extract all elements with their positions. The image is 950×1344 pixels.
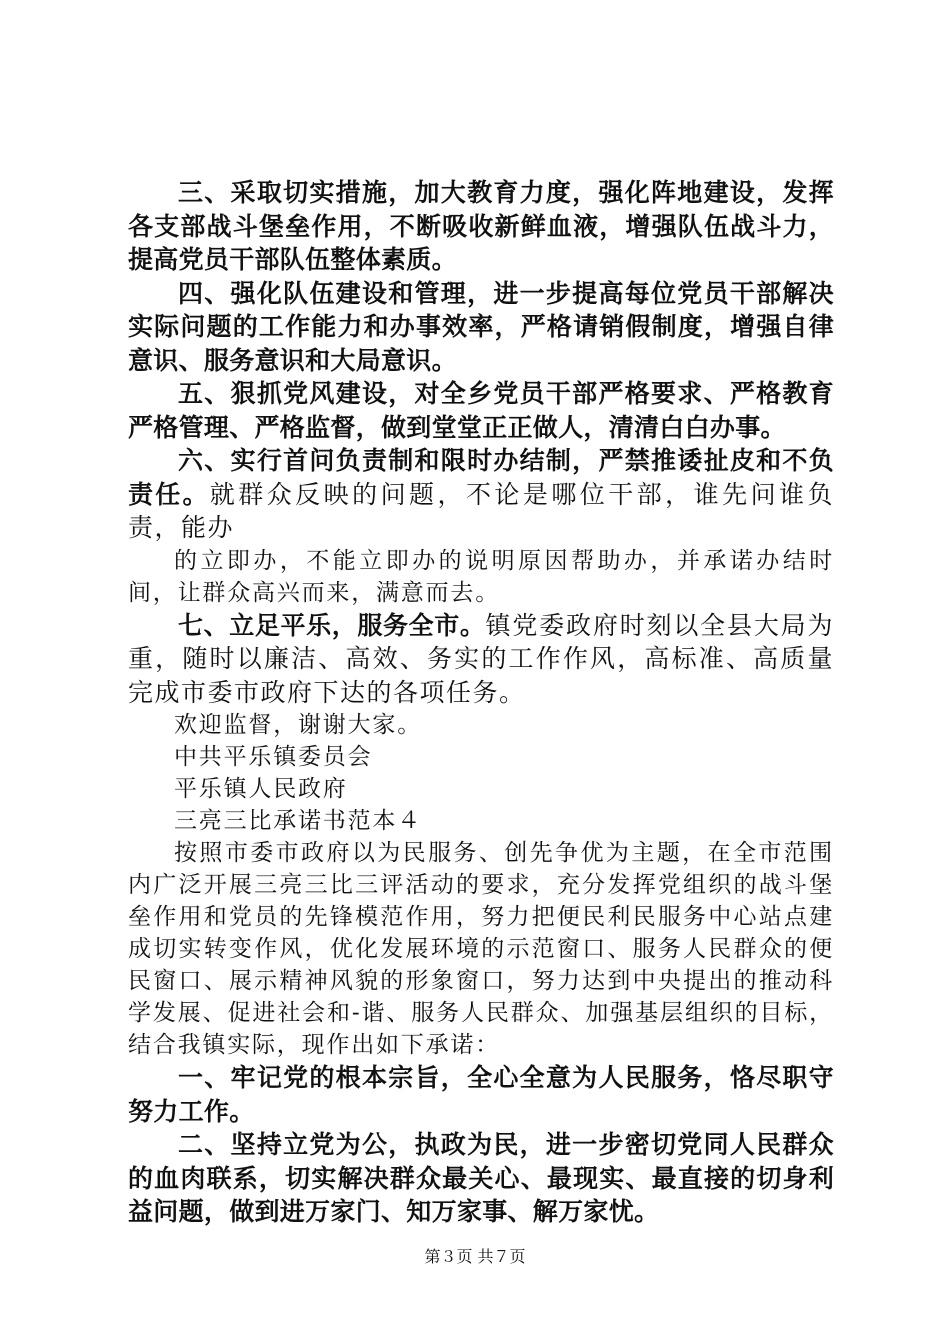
paragraph-commitment-1: 一、牢记党的根本宗旨，全心全意为人民服务，恪尽职守努力工作。 xyxy=(128,1063,834,1126)
paragraph-commitment-7-lead: 七、立足平乐，服务全市。 xyxy=(178,610,486,640)
paragraph-commitment-7-detail: 镇党委政府时刻以全县大局为重，随时以廉洁、高效、务实的工作作风，高标准、高质量完成市委市政府下达的各项任务。 xyxy=(128,610,834,707)
signature-party-committee: 中共平乐镇委员会 xyxy=(174,744,373,770)
paragraph-commitment-4: 四、强化队伍建设和管理，进一步提高每位党员干部解决实际问题的工作能力和办事效率，严格请销假制度，增强自律意识、服务意识和大局意识。 xyxy=(128,278,834,375)
paragraph-commitment-6-detail: 就群众反映的问题，不论是哪位干部，谁先问谁负责，能办 xyxy=(128,479,834,542)
section-heading: 三亮三比承诺书范本４ xyxy=(174,808,422,834)
paragraph-intro: 按照市委市政府以为民服务、创先争优为主题，在全市范围内广泛开展三亮三比三评活动的要求，充分发挥党组织的战斗堡垒作用和党员的先锋模范作用，努力把便民利民服务中心站点建成切实转变作风，优化发展环境的示范窗口、服务人民群众的便民窗口、展示精神风貌的形象窗口，努力达到中央提出的推动科学发展、促进社会和-谐、服务人民群众、加强基层组织的目标，结合我镇实际，现作出如下承诺： xyxy=(128,840,834,1058)
paragraph-commitment-6-lead: 六、实行首问负责制和限时办结制，严禁推诿扯皮和不负责任。 xyxy=(128,446,834,509)
document-body xyxy=(128,176,834,1229)
paragraph-commitment-6-continued: 的立即办，不能立即办的说明原因帮助办，并承诺办结时间，让群众高兴而来，满意而去。 xyxy=(128,547,834,606)
closing-welcome: 欢迎监督，谢谢大家。 xyxy=(174,712,422,738)
paragraph-commitment-2: 二、坚持立党为公，执政为民，进一步密切党同人民群众的血肉联系，切实解决群众最关心、最现实、最直接的切身利益问题，做到进万家门、知万家事、解万家忧。 xyxy=(128,1130,834,1226)
paragraph-commitment-7 xyxy=(128,609,834,710)
paragraph-commitment-6 xyxy=(128,444,834,545)
page-footer: 第３页 共７页 xyxy=(424,1247,526,1266)
paragraph-commitment-5: 五、狠抓党风建设，对全乡党员干部严格要求、严格教育严格管理、严格监督，做到堂堂正正做人，清清白白办事。 xyxy=(128,379,834,442)
paragraph-commitment-3: 三、采取切实措施，加大教育力度，强化阵地建设，发挥各支部战斗堡垒作用，不断吸收新鲜血液，增强队伍战斗力，提高党员干部队伍整体素质。 xyxy=(128,178,834,274)
signature-town-government: 平乐镇人民政府 xyxy=(174,776,348,802)
